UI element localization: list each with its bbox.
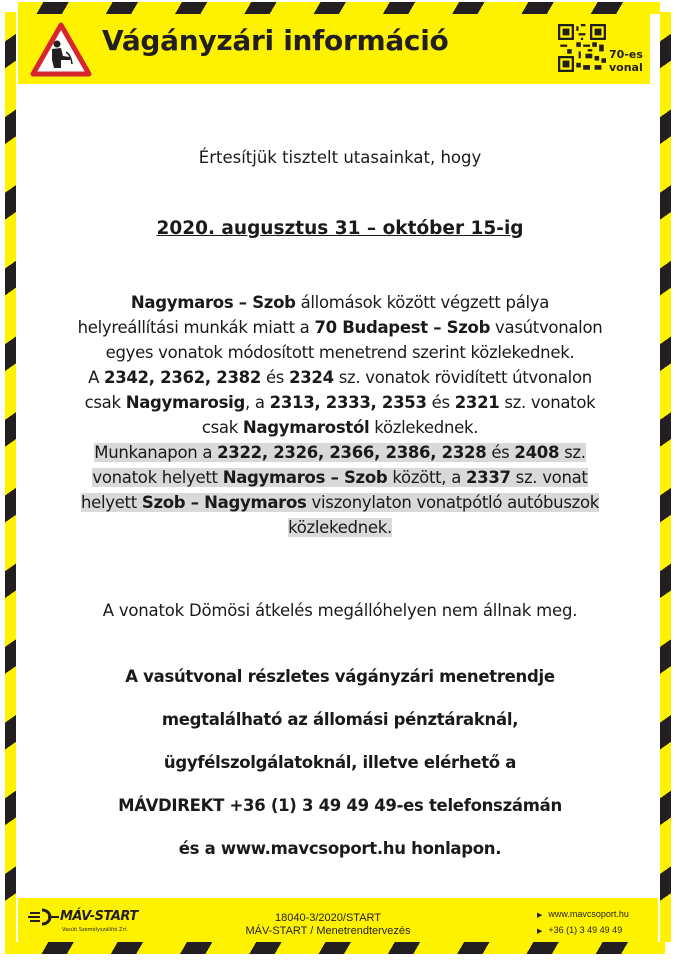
mav-start-logo-icon (28, 908, 60, 926)
hazard-stripe-bottom (5, 942, 665, 954)
paragraph-line (40, 515, 640, 540)
website-link[interactable]: www.mavcsoport.hu (548, 909, 629, 919)
line-text (78, 318, 603, 337)
arrow-icon: ▶ (537, 912, 543, 919)
paragraph-lines (40, 290, 640, 440)
paragraph-line (40, 490, 640, 515)
text: sz. vonatok (499, 393, 596, 412)
info-line: és a www.mavcsoport.hu honlapon. (178, 839, 502, 858)
text: sz. (559, 443, 586, 462)
line-text (106, 343, 575, 362)
info-line: megtalálható az állomási pénztáraknál, (161, 710, 519, 729)
text: és (426, 393, 455, 412)
doc-ref-number: 18040-3/2020/START (275, 912, 381, 924)
line-text (131, 293, 549, 312)
text: közlekednek. (288, 518, 392, 537)
text: vasútvonalon (490, 318, 603, 337)
paragraph-line (40, 415, 640, 440)
highlighted-lines (40, 440, 640, 540)
text: állomások között végzett pálya (295, 293, 550, 312)
emphasis-text: Nagymaros – Szob (130, 293, 296, 312)
emphasis-text: 2313, 2333, 2353 (269, 393, 427, 412)
text: sz. vonatok rövidített útvonalon (333, 368, 592, 387)
emphasis-text: Nagymarosig (125, 393, 245, 412)
hazard-stripe-top (18, 2, 660, 14)
doc-ref-department: MÁV-START / Menetrendtervezés (245, 925, 411, 937)
line-text (88, 368, 592, 387)
text: vonatok helyett (92, 468, 223, 487)
info-block (40, 655, 640, 870)
emphasis-text: 2324 (289, 368, 334, 387)
paragraph-line (40, 315, 640, 340)
emphasis-text: Nagymarostól (242, 418, 370, 437)
text: egyes vonatok módosított menetrend szerint közlekednek. (105, 343, 575, 362)
text: és (261, 368, 290, 387)
emphasis-text: 2408 (514, 443, 560, 462)
footer-contacts (537, 907, 629, 939)
text: helyett (80, 493, 142, 512)
emphasis-text: Nagymaros – Szob (222, 468, 388, 487)
text: között, a (387, 468, 466, 487)
intro-text: Értesítjük tisztelt utasainkat, hogy (198, 148, 482, 167)
arrow-icon: ▶ (537, 928, 543, 935)
text: sz. vonat (510, 468, 588, 487)
line-label-number: 70-es (609, 48, 643, 61)
highlighted-span (94, 443, 585, 462)
text: Munkanapon a (94, 443, 218, 462)
text: és (486, 443, 515, 462)
logo-name: MÁV-START (60, 909, 138, 924)
text: viszonylaton vonatpótló autóbuszok (306, 493, 600, 512)
paragraph-line (40, 440, 640, 465)
text: helyreállítási munkák miatt a (77, 318, 315, 337)
emphasis-text: 2342, 2362, 2382 (104, 368, 262, 387)
text: közlekednek. (369, 418, 479, 437)
line-label-word: vonal (609, 61, 643, 74)
emphasis-text: 70 Budapest – Szob (314, 318, 491, 337)
text: csak (84, 393, 126, 412)
emphasis-text: 2321 (454, 393, 500, 412)
text: A (88, 368, 105, 387)
page-title: Vágányzári információ (102, 24, 449, 57)
paragraph-line (40, 365, 640, 390)
stops-note: A vonatok Dömösi átkelés megállóhelyen nem állnak meg. (102, 601, 578, 620)
hazard-stripe-left (5, 12, 16, 942)
line-number-label (609, 48, 643, 74)
track-worker-warning-icon (30, 22, 92, 78)
document-reference (218, 912, 438, 938)
text: , a (245, 393, 270, 412)
phone-number[interactable]: +36 (1) 3 49 49 49 (548, 925, 623, 935)
paragraph-line (40, 290, 640, 315)
emphasis-text: 2322, 2326, 2366, 2386, 2328 (217, 443, 487, 462)
highlighted-span (92, 468, 587, 487)
info-line: A vasútvonal részletes vágányzári menetrendje (125, 667, 555, 686)
info-line: MÁVDIREKT +36 (1) 3 49 49 49-es telefonszámán (118, 796, 562, 815)
emphasis-text: Szob – Nagymaros (141, 493, 307, 512)
main-paragraph (40, 290, 640, 540)
highlighted-span (81, 493, 599, 512)
phone-row[interactable] (537, 923, 629, 939)
date-range-heading: 2020. augusztus 31 – október 15-ig (156, 218, 524, 239)
highlighted-span (288, 518, 392, 537)
text: csak (201, 418, 243, 437)
qr-code-icon[interactable] (558, 22, 606, 74)
emphasis-text: 2337 (465, 468, 511, 487)
website-row[interactable] (537, 907, 629, 923)
paragraph-line (40, 340, 640, 365)
hazard-stripe-right (660, 12, 671, 942)
logo-subtitle: Vasúti Személyszállító Zrt. (62, 927, 129, 933)
info-line: ügyfélszolgálatoknál, illetve elérhető a (163, 753, 517, 772)
paragraph-line (40, 390, 640, 415)
line-text (85, 393, 596, 412)
line-text (202, 418, 478, 437)
paragraph-line (40, 465, 640, 490)
